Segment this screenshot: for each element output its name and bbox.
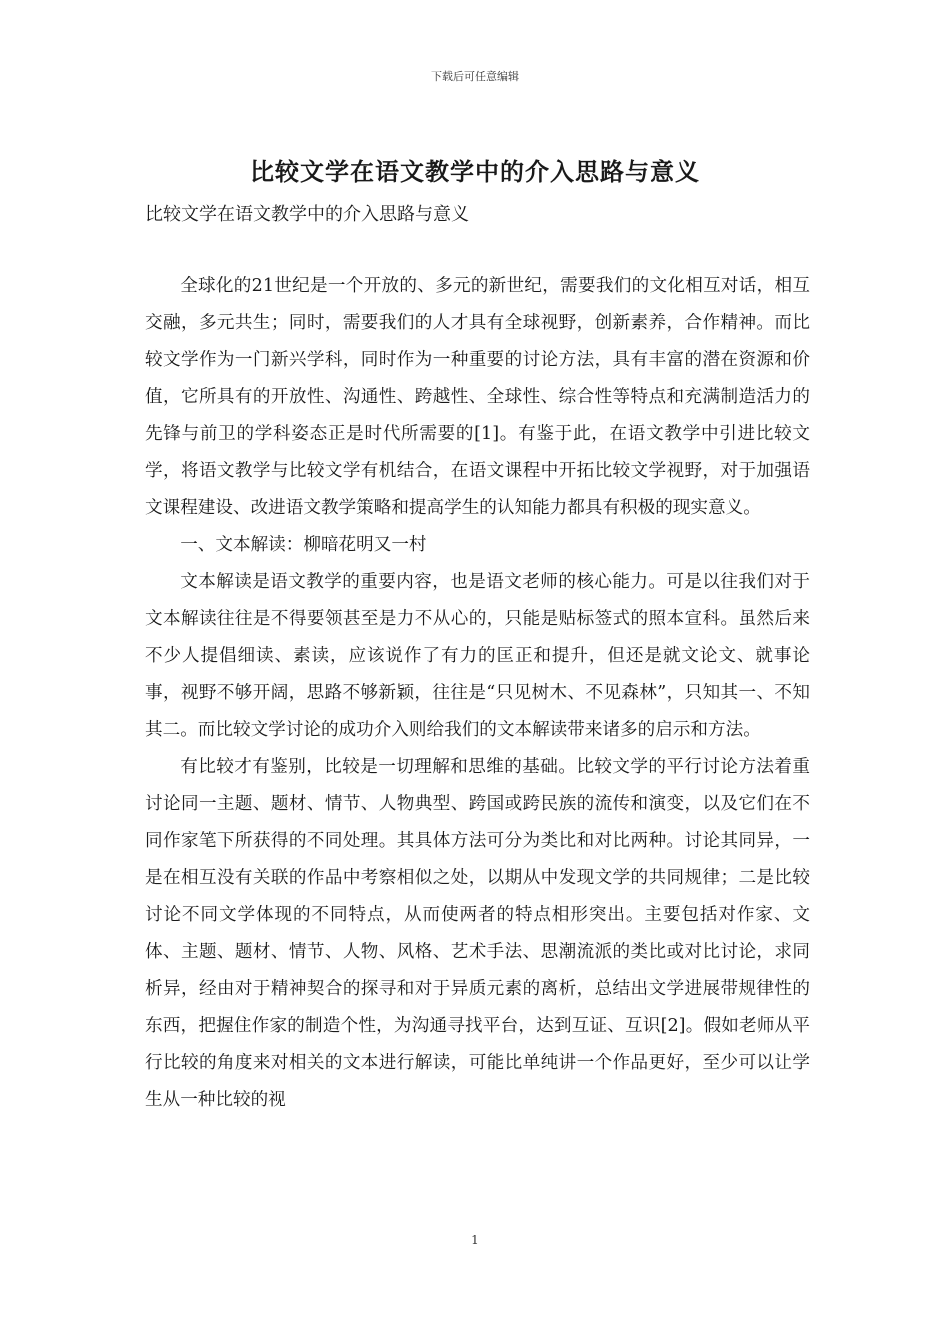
section-heading: 一、文本解读：柳暗花明又一村: [180, 535, 427, 555]
document-subtitle: 比较文学在语文教学中的介入思路与意义: [145, 204, 469, 225]
page-number: 1: [471, 1233, 479, 1247]
document-title: 比较文学在语文教学中的介入思路与意义: [250, 157, 700, 186]
body-paragraph: 文本解读是语文教学的重要内容，也是语文老师的核心能力。可是以往我们对于文本解读往往是不得要领甚至是力不从心的，只能是贴标签式的照本宣科。虽然后来不少人提倡细读、素读，应该说作了有力的匡正和提升，但还是就文论文、就事论事，视野不够开阔，思路不够新颖，往往是“只见树木、不见森林”，只知其一、不知其二。而比较文学讨论的成功介入则给我们的文本解读带来诸多的启示和方法。: [145, 572, 810, 740]
body-paragraph: 全球化的21世纪是一个开放的、多元的新世纪，需要我们的文化相互对话，相互交融，多元共生；同时，需要我们的人才具有全球视野，创新素养，合作精神。而比较文学作为一门新兴学科，同时作为一种重要的讨论方法，具有丰富的潜在资源和价值，它所具有的开放性、沟通性、跨越性、全球性、综合性等特点和充满制造活力的先锋与前卫的学科姿态正是时代所需要的[1]。有鉴于此，在语文教学中引进比较文学，将语文教学与比较文学有机结合，在语文课程中开拓比较文学视野，对于加强语文课程建设、改进语文教学策略和提高学生的认知能力都具有积极的现实意义。: [145, 276, 810, 518]
body-paragraph: 有比较才有鉴别，比较是一切理解和思维的基础。比较文学的平行讨论方法着重讨论同一主题、题材、情节、人物典型、跨国或跨民族的流传和演变，以及它们在不同作家笔下所获得的不同处理。其具体方法可分为类比和对比两种。讨论其同异，一是在相互没有关联的作品中考察相似之处，以期从中发现文学的共同规律；二是比较讨论不同文学体现的不同特点，从而使两者的特点相形突出。主要包括对作家、文体、主题、题材、情节、人物、风格、艺术手法、思潮流派的类比或对比讨论，求同析异，经由对于精神契合的探寻和对于异质元素的离析，总结出文学进展带规律性的东西，把握住作家的制造个性，为沟通寻找平台，达到互证、互识[2]。假如老师从平行比较的角度来对相关的文本进行解读，可能比单纯讲一个作品更好，至少可以让学生从一种比较的视: [145, 757, 810, 1110]
document-body: [145, 268, 810, 1119]
page-header-note: 下载后可任意编辑: [431, 70, 519, 83]
